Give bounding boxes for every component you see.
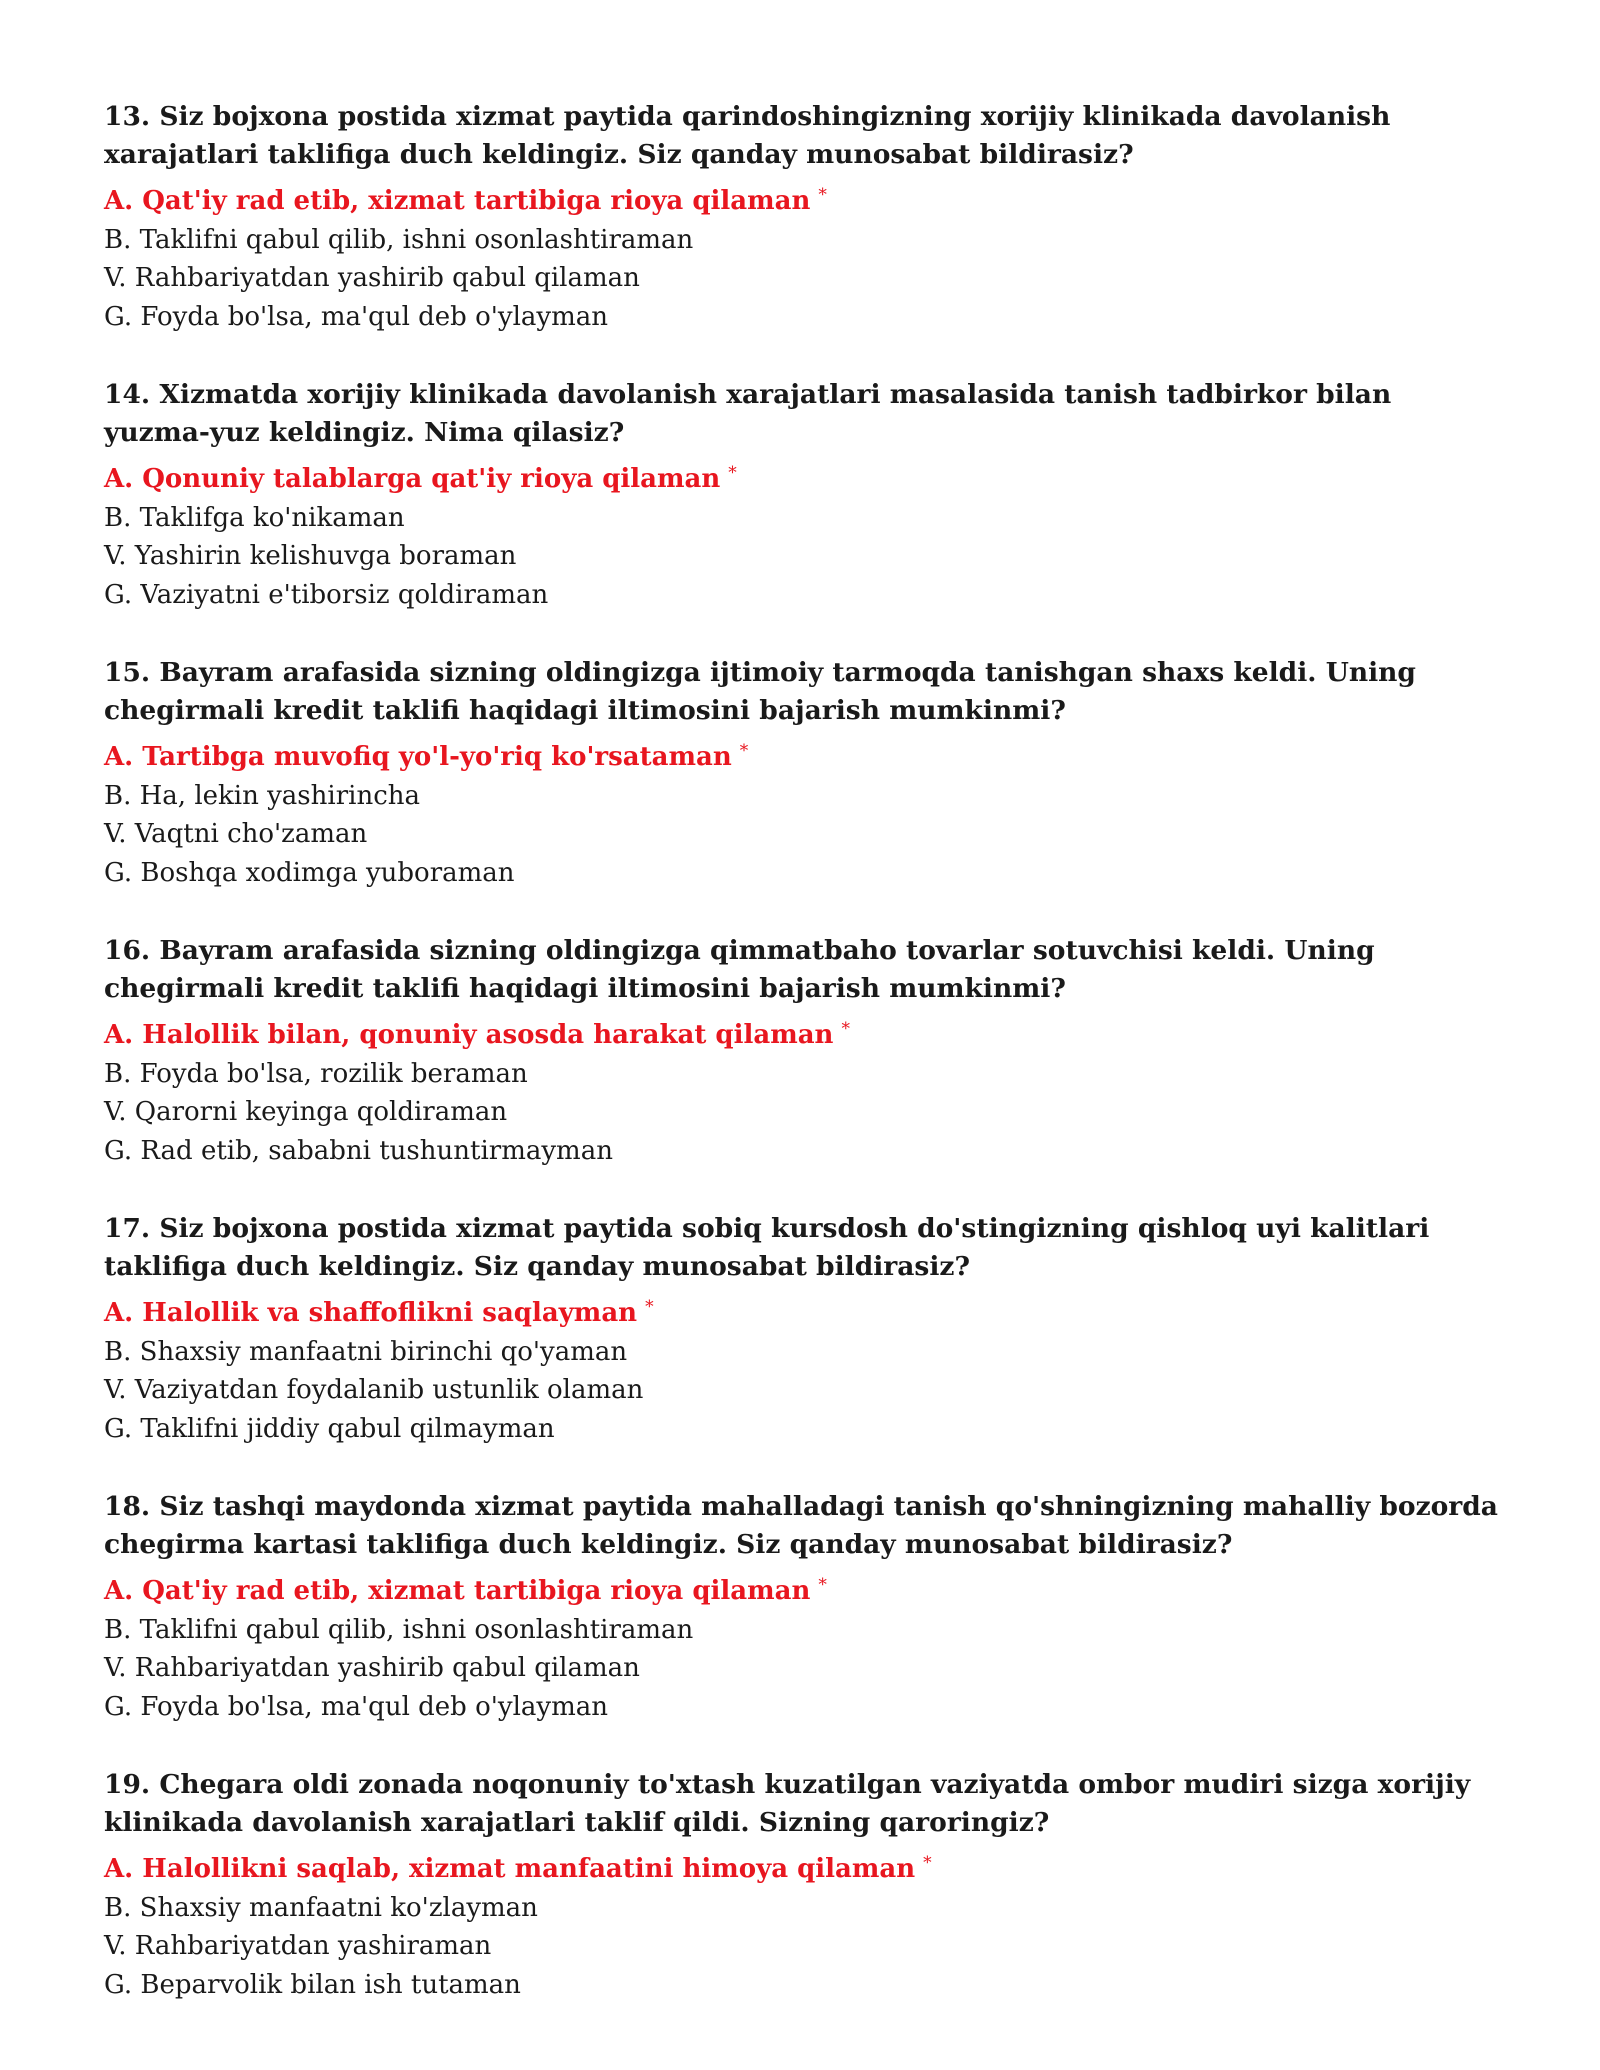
question-18 (104, 1488, 1504, 1726)
answer-text: A. Halollik bilan, qonuniy asosda harakat qilaman (104, 1020, 834, 1050)
document-page (104, 98, 1504, 2044)
answer-option: G. Foyda bo'lsa, ma'qul deb o'ylayman (104, 1691, 608, 1722)
correct-marker: * (818, 1575, 827, 1595)
question-14 (104, 376, 1504, 614)
correct-answer (104, 454, 1504, 499)
correct-marker: * (645, 1297, 654, 1317)
correct-marker: * (728, 463, 737, 483)
question-text: 16. Bayram arafasida sizning oldingizga qimmatbaho tovarlar sotuvchisi keldi. Uning chegirmali kredit taklifi haqidagi iltimosini bajarish mumkinmi? (104, 935, 1375, 1004)
answer-option: B. Taklifni qabul qilib, ishni osonlashtiraman (104, 1614, 694, 1645)
answer-option: V. Rahbariyatdan yashiraman (104, 1931, 492, 1961)
correct-answer (104, 1566, 1504, 1611)
correct-marker: * (818, 185, 827, 205)
answer-option: V. Rahbariyatdan yashirib qabul qilaman (104, 263, 640, 293)
answer-option: V. Yashirin kelishuvga boraman (104, 541, 517, 571)
answer-option: B. Foyda bo'lsa, rozilik beraman (104, 1058, 528, 1089)
answer-option: B. Taklifni qabul qilib, ishni osonlashtiraman (104, 224, 694, 255)
answer-option: G. Rad etib, sababni tushuntirmayman (104, 1135, 613, 1166)
question-19 (104, 1766, 1504, 2004)
answer-option: B. Taklifga ko'nikaman (104, 502, 405, 533)
correct-answer (104, 1288, 1504, 1333)
question-text: 19. Chegara oldi zonada noqonuniy to'xtash kuzatilgan vaziyatda ombor mudiri sizga xorijiy klinikada davolanish xarajatlari taklif qildi. Sizning qaroringiz? (104, 1769, 1471, 1838)
question-13 (104, 98, 1504, 336)
question-text: 17. Siz bojxona postida xizmat paytida sobiq kursdosh do'stingizning qishloq uyi kalitlari taklifiga duch keldingiz. Siz qanday munosabat bildirasiz? (104, 1213, 1430, 1282)
answer-option: V. Vaqtni cho'zaman (104, 819, 368, 849)
correct-answer (104, 1844, 1504, 1889)
correct-marker: * (923, 1853, 932, 1873)
question-17 (104, 1210, 1504, 1448)
answer-option: B. Shaxsiy manfaatni ko'zlayman (104, 1892, 538, 1923)
answer-option: G. Taklifni jiddiy qabul qilmayman (104, 1413, 555, 1444)
correct-marker: * (841, 1019, 850, 1039)
answer-option: G. Foyda bo'lsa, ma'qul deb o'ylayman (104, 301, 608, 332)
answer-text: A. Halollikni saqlab, xizmat manfaatini himoya qilaman (104, 1854, 916, 1884)
answer-option: V. Rahbariyatdan yashirib qabul qilaman (104, 1653, 640, 1683)
answer-option: V. Qarorni keyinga qoldiraman (104, 1097, 508, 1127)
correct-marker: * (739, 741, 749, 761)
answer-option: G. Boshqa xodimga yuboraman (104, 857, 515, 888)
correct-answer (104, 176, 1504, 221)
correct-answer (104, 732, 1504, 777)
answer-text: A. Halollik va shaffoflikni saqlayman (104, 1298, 638, 1328)
question-15 (104, 654, 1504, 892)
answer-option: B. Ha, lekin yashirincha (104, 780, 421, 811)
answer-option: G. Vaziyatni e'tiborsiz qoldiraman (104, 579, 549, 610)
answer-text: A. Qat'iy rad etib, xizmat tartibiga rioya qilaman (104, 1576, 811, 1606)
correct-answer (104, 1010, 1504, 1055)
question-text: 13. Siz bojxona postida xizmat paytida qarindoshingizning xorijiy klinikada davolanish xarajatlari taklifiga duch keldingiz. Siz qanday munosabat bildirasiz? (104, 101, 1391, 170)
answer-text: A. Qonuniy talablarga qat'iy rioya qilaman (104, 464, 721, 494)
question-text: 14. Xizmatda xorijiy klinikada davolanish xarajatlari masalasida tanish tadbirkor bilan yuzma-yuz keldingiz. Nima qilasiz? (104, 379, 1392, 448)
answer-text: A. Qat'iy rad etib, xizmat tartibiga rioya qilaman (104, 186, 811, 216)
question-text: 18. Siz tashqi maydonda xizmat paytida mahalladagi tanish qo'shningizning mahalliy bozorda chegirma kartasi taklifiga duch keldingiz. Siz qanday munosabat bildirasiz? (104, 1491, 1498, 1560)
answer-option: G. Beparvolik bilan ish tutaman (104, 1969, 521, 2000)
answer-text: A. Tartibga muvofiq yo'l-yo'riq ko'rsataman (104, 742, 732, 772)
question-text: 15. Bayram arafasida sizning oldingizga ijtimoiy tarmoqda tanishgan shaxs keldi. Uning chegirmali kredit taklifi haqidagi iltimosini bajarish mumkinmi? (104, 657, 1416, 726)
answer-option: B. Shaxsiy manfaatni birinchi qo'yaman (104, 1336, 628, 1367)
question-16 (104, 932, 1504, 1170)
answer-option: V. Vaziyatdan foydalanib ustunlik olaman (104, 1375, 644, 1405)
